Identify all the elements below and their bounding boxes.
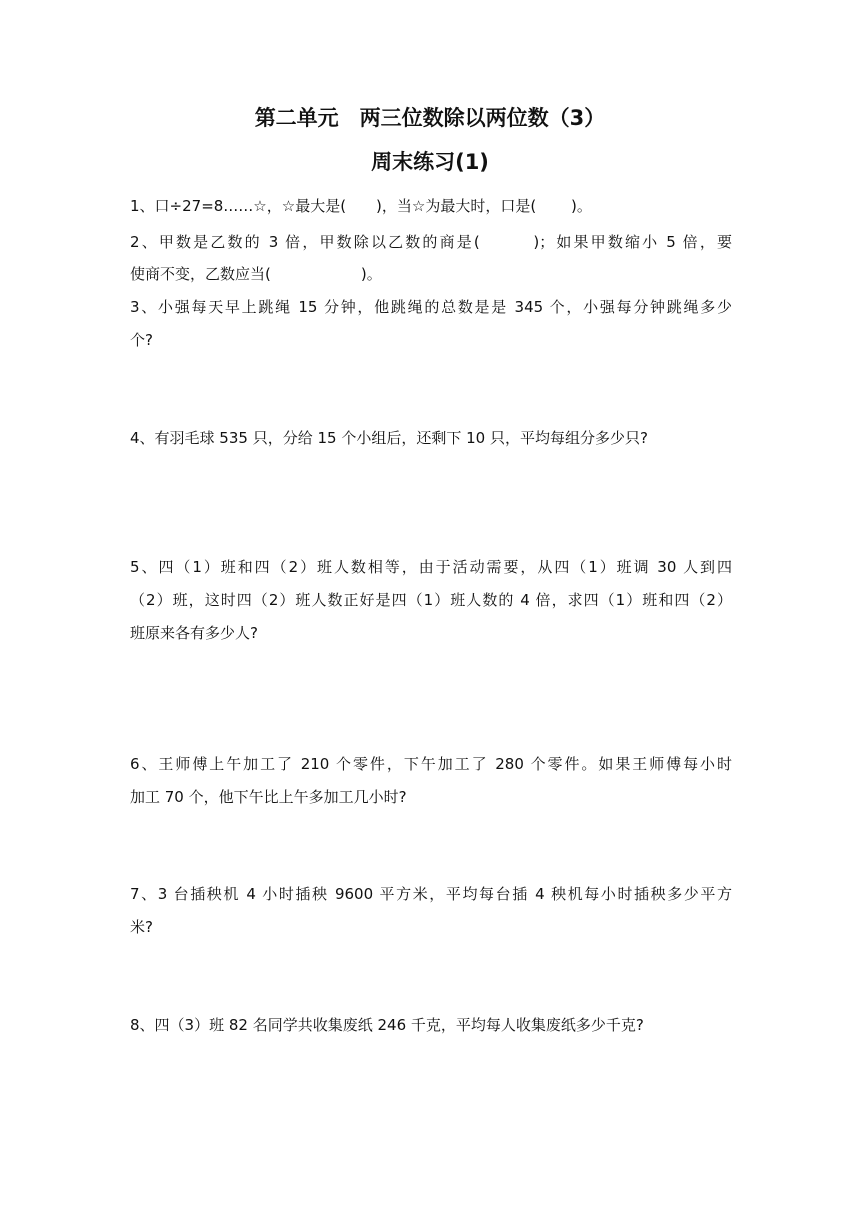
question-7-line-1: 7、3 台插秧机 4 小时插秧 9600 平方米，平均每台插 4 秧机每小时插秧多少平方 <box>130 885 732 903</box>
question-2-line-2: 使商不变，乙数应当( )。 <box>130 265 382 283</box>
question-6-line-2: 加工 70 个，他下午比上午多加工几小时? <box>130 788 407 806</box>
question-7-line-2: 米? <box>130 918 153 936</box>
question-4-line-1: 4、有羽毛球 535 只，分给 15 个小组后，还剩下 10 只，平均每组分多少只? <box>130 429 648 447</box>
question-5-line-1: 5、四（1）班和四（2）班人数相等，由于活动需要，从四（1）班调 30 人到四 <box>130 558 732 576</box>
question-2-line-1: 2、甲数是乙数的 3 倍，甲数除以乙数的商是( )；如果甲数缩小 5 倍，要 <box>130 233 732 251</box>
page-title: 第二单元 两三位数除以两位数（3） <box>254 106 606 130</box>
question-6-line-1: 6、王师傅上午加工了 210 个零件，下午加工了 280 个零件。如果王师傅每小时 <box>130 755 732 773</box>
question-3-line-2: 个? <box>130 331 153 349</box>
question-5-line-2: （2）班，这时四（2）班人数正好是四（1）班人数的 4 倍，求四（1）班和四（2） <box>130 591 732 609</box>
question-5-line-3: 班原来各有多少人? <box>130 624 258 642</box>
question-3-line-1: 3、小强每天早上跳绳 15 分钟，他跳绳的总数是是 345 个，小强每分钟跳绳多少 <box>130 298 732 316</box>
question-8-line-1: 8、四（3）班 82 名同学共收集废纸 246 千克，平均每人收集废纸多少千克? <box>130 1016 644 1034</box>
page-subtitle: 周末练习(1) <box>371 150 489 174</box>
question-1-line-1: 1、口÷27=8……☆，☆最大是( )，当☆为最大时，口是( )。 <box>130 197 592 215</box>
